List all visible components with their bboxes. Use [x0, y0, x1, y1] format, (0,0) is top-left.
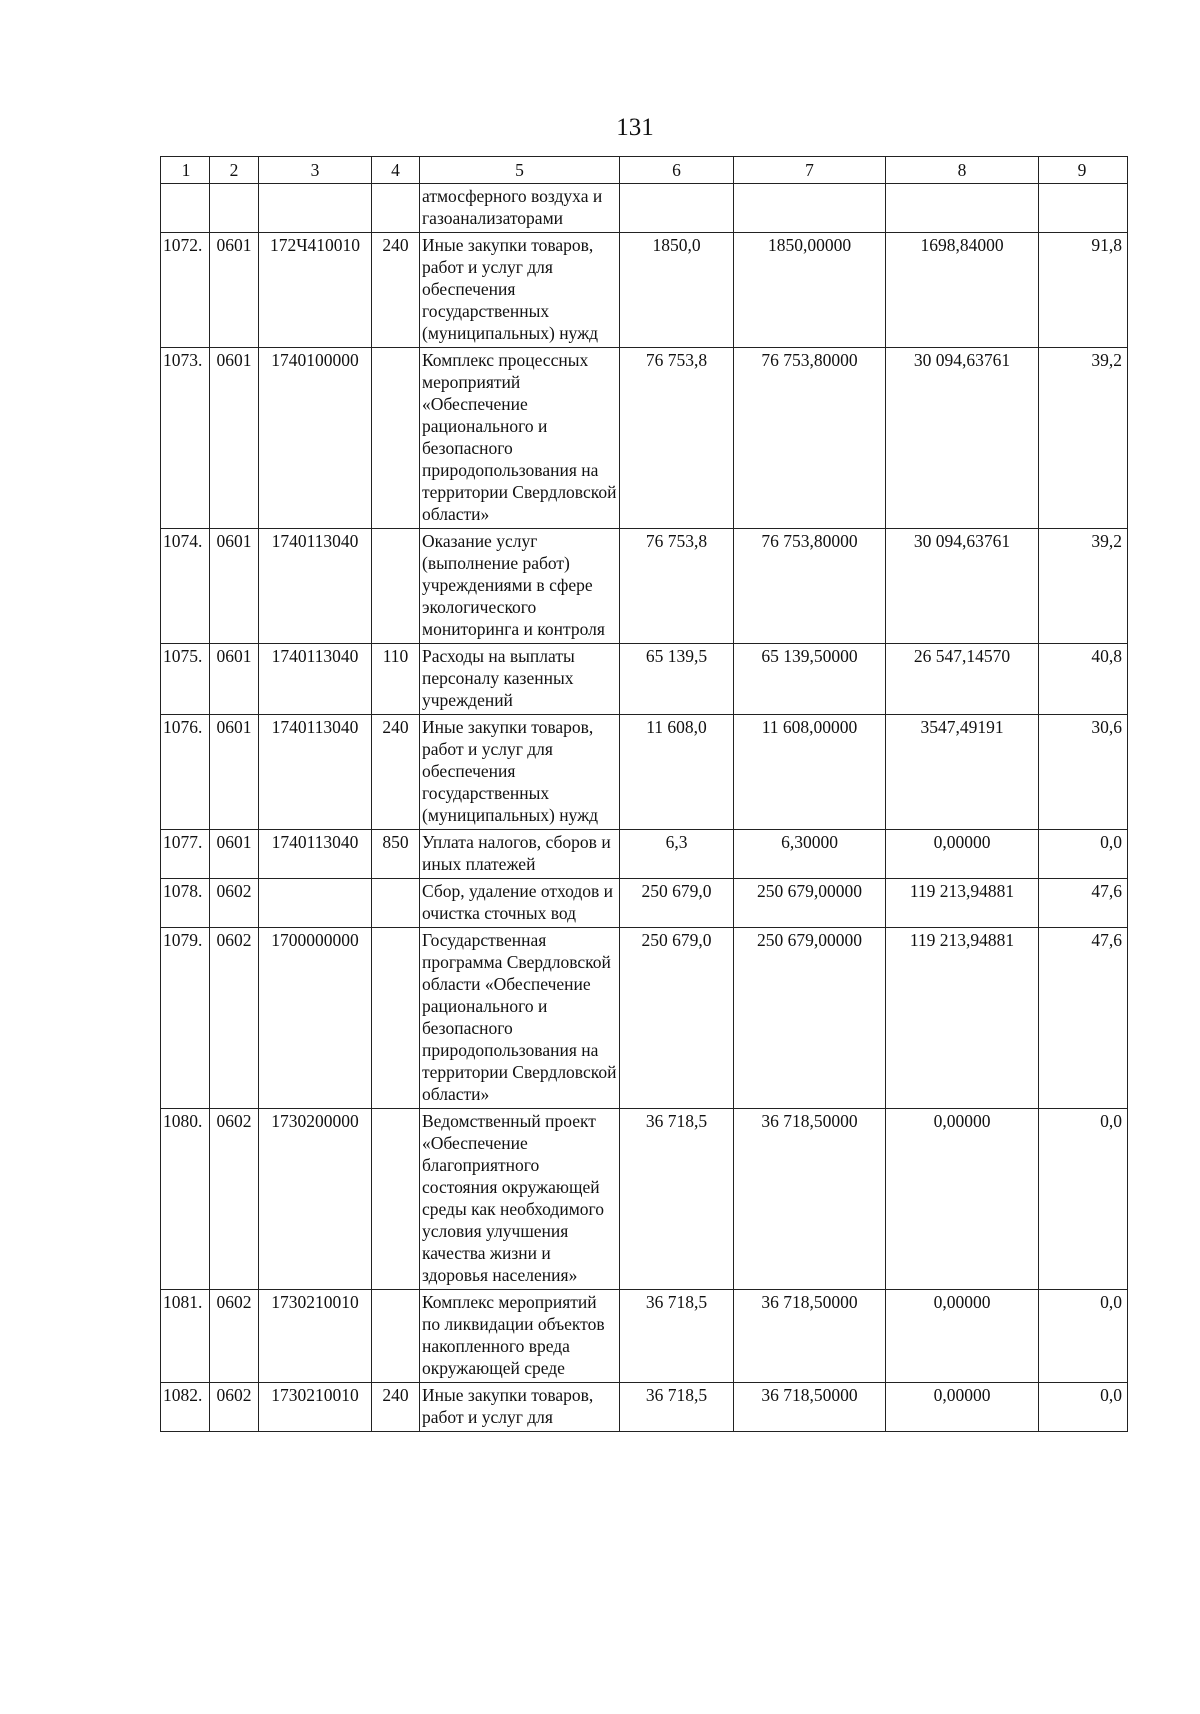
- section-code-cell: 0601: [210, 644, 259, 715]
- column-header-1: 1: [161, 157, 210, 184]
- percent-cell: 47,6: [1039, 928, 1128, 1109]
- approved-amount-cell: 36 718,5: [620, 1383, 734, 1432]
- target-article-cell: 1740113040: [259, 529, 372, 644]
- adjusted-amount-cell: 250 679,00000: [734, 928, 886, 1109]
- percent-cell: 0,0: [1039, 830, 1128, 879]
- column-header-3: 3: [259, 157, 372, 184]
- target-article-cell: 1730210010: [259, 1290, 372, 1383]
- budget-table: [160, 156, 1128, 1432]
- target-article-cell: 1740100000: [259, 348, 372, 529]
- percent-cell: 47,6: [1039, 879, 1128, 928]
- approved-amount-cell: 6,3: [620, 830, 734, 879]
- section-code-cell: 0601: [210, 233, 259, 348]
- row-number-cell: 1079.: [161, 928, 210, 1109]
- executed-amount-cell: 0,00000: [886, 830, 1039, 879]
- approved-amount-cell: 76 753,8: [620, 348, 734, 529]
- percent-cell: [1039, 184, 1128, 233]
- target-article-cell: 1730210010: [259, 1383, 372, 1432]
- description-cell: Расходы на выплаты персоналу казенных учреждений: [420, 644, 620, 715]
- approved-amount-cell: 65 139,5: [620, 644, 734, 715]
- expense-type-cell: 110: [372, 644, 420, 715]
- executed-amount-cell: 0,00000: [886, 1383, 1039, 1432]
- section-code-cell: 0602: [210, 1383, 259, 1432]
- description-cell: Сбор, удаление отходов и очистка сточных вод: [420, 879, 620, 928]
- section-code-cell: 0601: [210, 830, 259, 879]
- expense-type-cell: 240: [372, 233, 420, 348]
- table-header: [161, 157, 1128, 184]
- row-number-cell: 1082.: [161, 1383, 210, 1432]
- section-code-cell: 0602: [210, 928, 259, 1109]
- target-article-cell: 1740113040: [259, 830, 372, 879]
- row-number-cell: 1077.: [161, 830, 210, 879]
- expense-type-cell: [372, 184, 420, 233]
- table-row: [161, 184, 1128, 233]
- section-code-cell: 0602: [210, 879, 259, 928]
- description-cell: Государственная программа Свердловской области «Обеспечение рационального и безопасного природопользования на территории Свердловской области»: [420, 928, 620, 1109]
- adjusted-amount-cell: 1850,00000: [734, 233, 886, 348]
- approved-amount-cell: 1850,0: [620, 233, 734, 348]
- target-article-cell: 1730200000: [259, 1109, 372, 1290]
- executed-amount-cell: 0,00000: [886, 1109, 1039, 1290]
- percent-cell: 39,2: [1039, 529, 1128, 644]
- adjusted-amount-cell: 36 718,50000: [734, 1383, 886, 1432]
- row-number-cell: 1072.: [161, 233, 210, 348]
- expense-type-cell: [372, 879, 420, 928]
- adjusted-amount-cell: 76 753,80000: [734, 529, 886, 644]
- section-code-cell: [210, 184, 259, 233]
- adjusted-amount-cell: 6,30000: [734, 830, 886, 879]
- executed-amount-cell: [886, 184, 1039, 233]
- executed-amount-cell: 1698,84000: [886, 233, 1039, 348]
- percent-cell: 91,8: [1039, 233, 1128, 348]
- expense-type-cell: 240: [372, 715, 420, 830]
- table-row: [161, 1290, 1128, 1383]
- section-code-cell: 0602: [210, 1109, 259, 1290]
- target-article-cell: 1740113040: [259, 715, 372, 830]
- expense-type-cell: [372, 1109, 420, 1290]
- expense-type-cell: [372, 529, 420, 644]
- section-code-cell: 0601: [210, 529, 259, 644]
- table-body: [161, 184, 1128, 1432]
- row-number-cell: 1078.: [161, 879, 210, 928]
- adjusted-amount-cell: [734, 184, 886, 233]
- expense-type-cell: 850: [372, 830, 420, 879]
- executed-amount-cell: 119 213,94881: [886, 879, 1039, 928]
- adjusted-amount-cell: 76 753,80000: [734, 348, 886, 529]
- adjusted-amount-cell: 65 139,50000: [734, 644, 886, 715]
- table-row: [161, 879, 1128, 928]
- table-row: [161, 529, 1128, 644]
- executed-amount-cell: 30 094,63761: [886, 529, 1039, 644]
- percent-cell: 40,8: [1039, 644, 1128, 715]
- executed-amount-cell: 119 213,94881: [886, 928, 1039, 1109]
- table-row: [161, 348, 1128, 529]
- expense-type-cell: 240: [372, 1383, 420, 1432]
- target-article-cell: 1740113040: [259, 644, 372, 715]
- table-row: [161, 644, 1128, 715]
- description-cell: Уплата налогов, сборов и иных платежей: [420, 830, 620, 879]
- description-cell: Иные закупки товаров, работ и услуг для обеспечения государственных (муниципальных) нужд: [420, 715, 620, 830]
- approved-amount-cell: [620, 184, 734, 233]
- approved-amount-cell: 250 679,0: [620, 879, 734, 928]
- target-article-cell: 1700000000: [259, 928, 372, 1109]
- expense-type-cell: [372, 928, 420, 1109]
- section-code-cell: 0601: [210, 715, 259, 830]
- adjusted-amount-cell: 36 718,50000: [734, 1109, 886, 1290]
- table-row: [161, 830, 1128, 879]
- table-row: [161, 1383, 1128, 1432]
- approved-amount-cell: 36 718,5: [620, 1109, 734, 1290]
- approved-amount-cell: 11 608,0: [620, 715, 734, 830]
- table-row: [161, 715, 1128, 830]
- description-cell: Комплекс мероприятий по ликвидации объектов накопленного вреда окружающей среде: [420, 1290, 620, 1383]
- description-cell: Оказание услуг (выполнение работ) учреждениями в сфере экологического мониторинга и контроля: [420, 529, 620, 644]
- column-header-9: 9: [1039, 157, 1128, 184]
- table-row: [161, 928, 1128, 1109]
- approved-amount-cell: 36 718,5: [620, 1290, 734, 1383]
- row-number-cell: 1074.: [161, 529, 210, 644]
- page-number: 131: [616, 114, 654, 141]
- table-row: [161, 233, 1128, 348]
- column-header-4: 4: [372, 157, 420, 184]
- approved-amount-cell: 250 679,0: [620, 928, 734, 1109]
- header-row: [161, 157, 1128, 184]
- row-number-cell: [161, 184, 210, 233]
- row-number-cell: 1076.: [161, 715, 210, 830]
- target-article-cell: [259, 879, 372, 928]
- row-number-cell: 1081.: [161, 1290, 210, 1383]
- description-cell: атмосферного воздуха и газоанализаторами: [420, 184, 620, 233]
- description-cell: Иные закупки товаров, работ и услуг для обеспечения государственных (муниципальных) нужд: [420, 233, 620, 348]
- percent-cell: 0,0: [1039, 1109, 1128, 1290]
- executed-amount-cell: 0,00000: [886, 1290, 1039, 1383]
- column-header-5: 5: [420, 157, 620, 184]
- column-header-7: 7: [734, 157, 886, 184]
- row-number-cell: 1080.: [161, 1109, 210, 1290]
- percent-cell: 30,6: [1039, 715, 1128, 830]
- executed-amount-cell: 30 094,63761: [886, 348, 1039, 529]
- expense-type-cell: [372, 348, 420, 529]
- target-article-cell: 172Ч410010: [259, 233, 372, 348]
- executed-amount-cell: 26 547,14570: [886, 644, 1039, 715]
- description-cell: Иные закупки товаров, работ и услуг для: [420, 1383, 620, 1432]
- table-row: [161, 1109, 1128, 1290]
- percent-cell: 39,2: [1039, 348, 1128, 529]
- approved-amount-cell: 76 753,8: [620, 529, 734, 644]
- description-cell: Ведомственный проект «Обеспечение благоприятного состояния окружающей среды как необходимого условия улучшения качества жизни и здоровья населения»: [420, 1109, 620, 1290]
- percent-cell: 0,0: [1039, 1383, 1128, 1432]
- adjusted-amount-cell: 11 608,00000: [734, 715, 886, 830]
- adjusted-amount-cell: 250 679,00000: [734, 879, 886, 928]
- row-number-cell: 1075.: [161, 644, 210, 715]
- section-code-cell: 0602: [210, 1290, 259, 1383]
- adjusted-amount-cell: 36 718,50000: [734, 1290, 886, 1383]
- description-cell: Комплекс процессных мероприятий «Обеспечение рационального и безопасного природопользования на территории Свердловской области»: [420, 348, 620, 529]
- percent-cell: 0,0: [1039, 1290, 1128, 1383]
- target-article-cell: [259, 184, 372, 233]
- row-number-cell: 1073.: [161, 348, 210, 529]
- column-header-8: 8: [886, 157, 1039, 184]
- column-header-6: 6: [620, 157, 734, 184]
- section-code-cell: 0601: [210, 348, 259, 529]
- column-header-2: 2: [210, 157, 259, 184]
- executed-amount-cell: 3547,49191: [886, 715, 1039, 830]
- expense-type-cell: [372, 1290, 420, 1383]
